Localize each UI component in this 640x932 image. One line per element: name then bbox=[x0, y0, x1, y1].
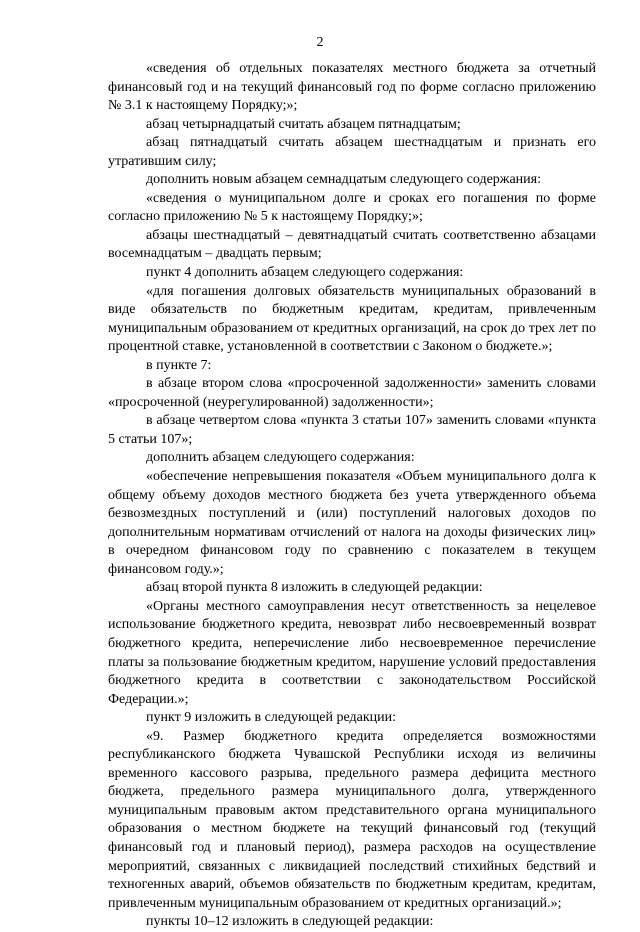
paragraph: в абзаце четвертом слова «пункта 3 статьи 107» заменить словами «пункта 5 статьи 107»; bbox=[108, 413, 596, 447]
paragraph: пункт 9 изложить в следующей редакции: bbox=[146, 710, 396, 726]
paragraph: дополнить новым абзацем семнадцатым следующего содержания: bbox=[146, 172, 541, 188]
paragraph: «сведения об отдельных показателях местного бюджета за отчетный финансовый год и на текущий финансовый год по форме согласно приложению № 3.1 к настоящему Порядку;»; bbox=[108, 61, 596, 114]
paragraph: абзац второй пункта 8 изложить в следующей редакции: bbox=[146, 580, 483, 596]
paragraph: «Органы местного самоуправления несут ответственность за нецелевое использование бюджетного кредита, невозврат либо несвоевременный возврат бюджетного кредита, неперечисление либо несвоевременное перечисление платы за пользование бюджетным кредитом, нарушение условий предоставления бюджетного кредита в соответствии с законодательством Российской Федерации.»; bbox=[108, 598, 596, 707]
paragraph: пункты 10–12 изложить в следующей редакции: bbox=[146, 914, 434, 930]
page-number: 2 bbox=[316, 35, 324, 50]
paragraph: «для погашения долговых обязательств муниципальных образований в виде обязательств по бюджетным кредитам, кредитам, привлеченным муниципальным образованием от кредитных организаций, на срок до трех лет по процентной ставке, установленной в соответствии с Законом о бюджете.»; bbox=[108, 283, 596, 355]
paragraph: в пункте 7: bbox=[146, 357, 212, 373]
paragraph: «обеспечение непревышения показателя «Объем муниципального долга к общему объему доходов местного бюджета без учета утвержденного объема безвозмездных поступлений и (или) поступлений налоговых доходов по дополнительным нормативам отчислений от налога на доходы физических лиц» в очередном финансовом году по сравнению с показателем в текущем финансовом году.»; bbox=[108, 469, 596, 577]
paragraph: «сведения о муниципальном долге и сроках его погашения по форме согласно приложению № 5 к настоящему Порядку;»; bbox=[108, 190, 596, 225]
paragraph: абзац четырнадцатый считать абзацем пятнадцатым; bbox=[146, 116, 461, 132]
document-body bbox=[108, 60, 596, 932]
paragraph: абзацы шестнадцатый – девятнадцатый считать соответственно абзацами восемнадцатым – двадцать первым; bbox=[108, 227, 596, 262]
paragraph: в абзаце втором слова «просроченной задолженности» заменить словами «просроченной (неурегулированной) задолженности»; bbox=[108, 376, 596, 410]
paragraph: пункт 4 дополнить абзацем следующего содержания: bbox=[146, 265, 464, 281]
paragraph: «9. Размер бюджетного кредита определяется возможностями республиканского бюджета Чувашской Республики исходя из величины временного кассового разрыва, предельного размера дефицита местного бюджета, предельного размера муниципального долга, утвержденного муниципальным правовым актом представительного органа муниципального образования о местном бюджете на текущий финансовый год (текущий финансовый год и плановый период), размера расходов на осуществление мероприятий, связанных с ликвидацией последствий стихийных бедствий и техногенных аварий, объемов обязательств по бюджетным кредитам, кредитам, привлеченным муниципальным образованием от кредитных организаций.»; bbox=[108, 728, 596, 911]
paragraph: дополнить абзацем следующего содержания: bbox=[146, 450, 415, 466]
paragraph: абзац пятнадцатый считать абзацем шестнадцатым и признать его утратившим силу; bbox=[108, 135, 596, 169]
